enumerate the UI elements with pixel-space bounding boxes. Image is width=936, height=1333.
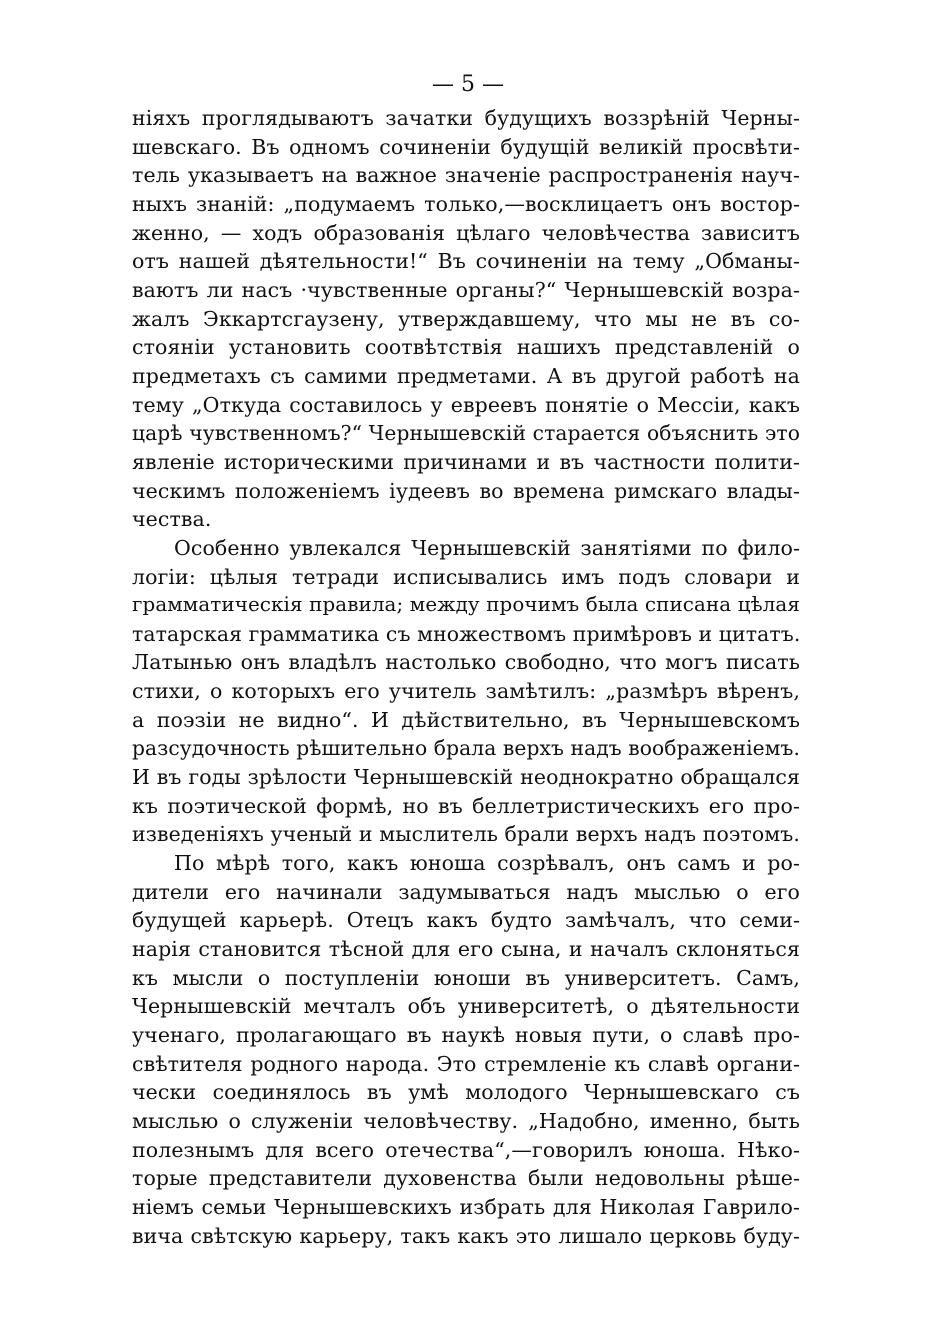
text-line: вича свѣтскую карьеру, такъ какъ это лишало церковь буду- (132, 1223, 800, 1248)
page-number: — 5 — (432, 72, 504, 97)
text-line: будущей карьерѣ. Отецъ какъ будто замѣчалъ, что семи- (132, 908, 800, 933)
text-line: стояніи установить соотвѣтствія нашихъ представленій о (132, 335, 800, 360)
text-line: полезнымъ для всего отечества“,—говорилъ юноша. Нѣко- (132, 1137, 800, 1162)
text-line: шевскаго. Въ одномъ сочиненіи будущій великій просвѣти- (132, 134, 800, 159)
text-line: ческимъ положеніемъ іудеевъ во времена римскаго влады- (132, 478, 800, 503)
text-line: грамматическія правила; между прочимъ была списана цѣлая (132, 593, 800, 617)
text-line: тему „Откуда составилось у евреевъ понятіе о Мессіи, какъ (132, 392, 800, 417)
page-body-text (132, 104, 800, 1250)
text-line: женно, — ходъ образованія цѣлаго человѣчества зависитъ (132, 220, 800, 245)
text-line: И въ годы зрѣлости Чернышевскій неоднократно обращался (132, 765, 800, 790)
text-line: стихи, о которыхъ его учитель замѣтилъ: „размѣръ вѣренъ, (132, 679, 800, 704)
text-line: татарская грамматика съ множествомъ примѣровъ и цитатъ. (132, 621, 801, 646)
text-line: ніемъ семьи Чернышевскихъ избрать для Николая Гаврило- (132, 1194, 800, 1219)
text-line: ніяхъ проглядываютъ зачатки будущихъ воззрѣній Черны- (132, 106, 800, 130)
text-line: Чернышевскій мечталъ объ университетѣ, о дѣятельности (132, 994, 800, 1019)
text-line: мыслью о служеніи человѣчеству. „Надобно, именно, быть (132, 1108, 800, 1133)
text-line: тель указываетъ на важное значеніе распространенія науч- (132, 163, 800, 188)
text-line: ныхъ знаній: „подумаемъ только,—восклицаетъ онъ востор- (132, 191, 800, 216)
paragraph-end-line: чества. (132, 507, 212, 532)
text-line: отъ нашей дѣятельности!“ Въ сочиненіи на тему „Обманы- (132, 249, 800, 274)
paragraph-first-line: По мѣрѣ того, какъ юноша созрѣвалъ, онъ самъ и ро- (174, 851, 800, 876)
text-line: предметахъ съ самими предметами. А въ другой работѣ на (132, 363, 800, 388)
paragraph-first-line: Особенно увлекался Чернышевскій занятіями по фило- (174, 535, 800, 560)
text-line: а поэзіи не видно“. И дѣйствительно, въ Чернышевскомъ (132, 707, 800, 732)
text-line: дители его начинали задумываться надъ мыслью о его (132, 879, 800, 904)
text-line: ваютъ ли насъ ·чувственные органы?“ Чернышевскій возра- (132, 277, 800, 302)
text-line: къ мысли о поступленіи юноши въ университетъ. Самъ, (132, 965, 800, 990)
text-line: логіи: цѣлыя тетради исписывались имъ подъ словари и (132, 564, 800, 589)
text-line: жалъ Эккартсгаузену, утверждавшему, что мы не въ со- (132, 306, 800, 331)
text-line: разсудочность рѣшительно брала верхъ надъ воображеніемъ. (132, 736, 801, 761)
text-line: царѣ чувственномъ?“ Чернышевскій старается объяснить это (132, 421, 800, 446)
text-line: явленіе историческими причинами и въ частности полити- (132, 449, 800, 474)
text-line: нарія становится тѣсной для его сына, и началъ склоняться (132, 937, 800, 962)
text-line: торые представители духовенства были недовольны рѣше- (132, 1166, 800, 1191)
text-line: свѣтителя родного народа. Это стремленіе къ славѣ органи- (132, 1051, 800, 1076)
text-line: ученаго, пролагающаго въ наукѣ новыя пути, о славѣ про- (132, 1023, 800, 1047)
text-line: изведеніяхъ ученый и мыслитель брали верхъ надъ поэтомъ. (132, 822, 800, 847)
text-line: Латынью онъ владѣлъ настолько свободно, что могъ писать (132, 650, 800, 675)
text-line: къ поэтической формѣ, но въ беллетристическихъ его про- (132, 793, 800, 818)
text-line: чески соединялось въ умѣ молодого Чернышевскаго съ (132, 1080, 800, 1105)
